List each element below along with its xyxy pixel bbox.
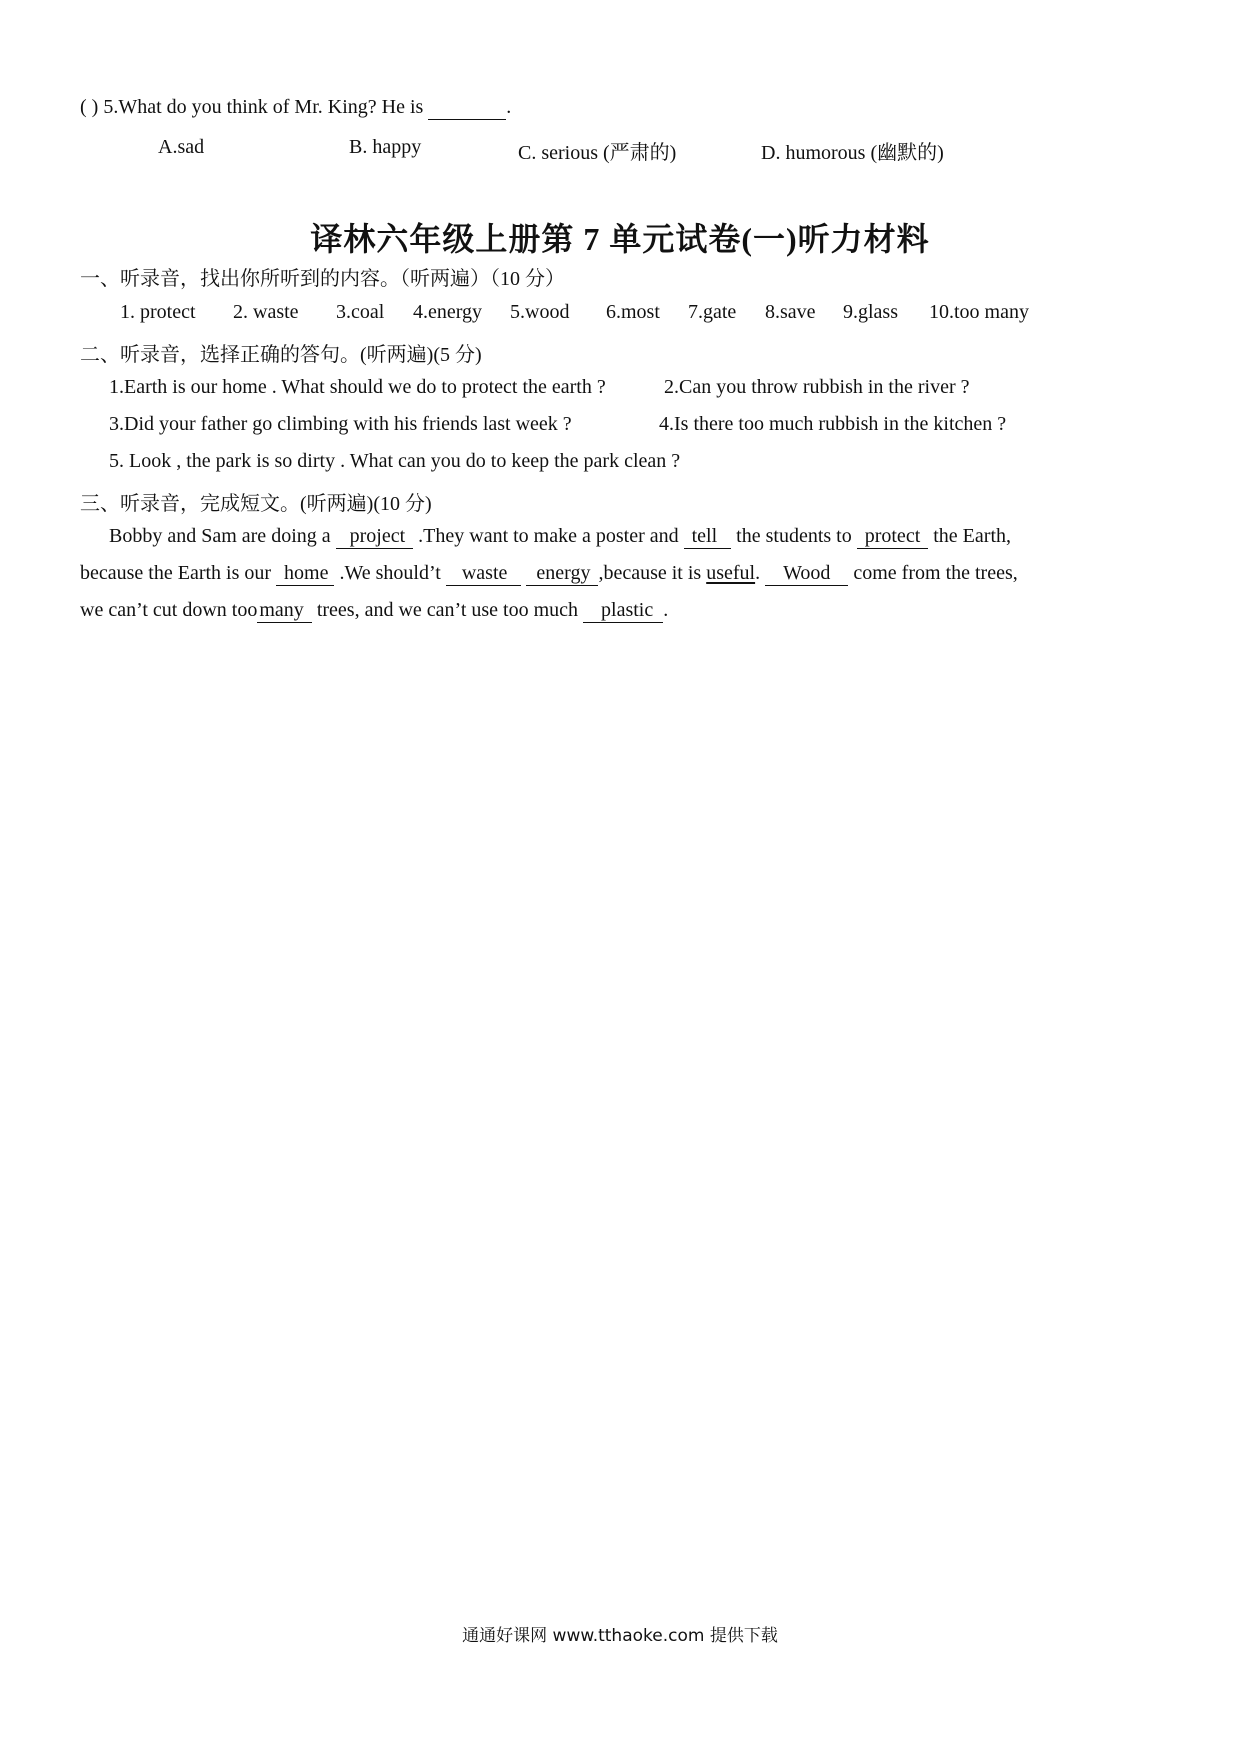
answer-blank: Wood <box>765 562 848 586</box>
answer-blank: waste <box>446 562 522 586</box>
question-5: ( ) 5.What do you think of Mr. King? He is . <box>80 96 512 118</box>
option-d: D. humorous (幽默的) <box>761 142 944 164</box>
option-b: B. happy <box>349 136 422 158</box>
section-3-heading: 三、听录音，完成短文。(听两遍)(10 分) <box>80 493 432 515</box>
option-c: C. serious (严肃的) <box>518 142 677 164</box>
answer-bracket: ( ) <box>80 96 99 118</box>
section-2-question-3: 3.Did your father go climbing with his friends last week ? <box>109 413 572 435</box>
passage-line-1: Bobby and Sam are doing a project .They want to make a poster and tell the students to protect the Earth, <box>109 525 1011 547</box>
section-2-heading: 二、听录音，选择正确的答句。(听两遍)(5 分) <box>80 344 482 366</box>
section-1-item: 10.too many <box>929 301 1029 323</box>
answer-blank <box>428 96 506 120</box>
section-1-item: 4.energy <box>413 301 483 323</box>
answer-blank: home <box>276 562 334 586</box>
answer-blank: energy <box>526 562 598 586</box>
section-2-question-1: 1.Earth is our home . What should we do to protect the earth ? <box>109 376 606 398</box>
answer-blank: plastic <box>583 599 663 623</box>
section-1-item: 7.gate <box>688 301 737 323</box>
answer-blank: tell <box>684 525 732 549</box>
answer-blank: many <box>257 599 311 623</box>
passage-line-2: because the Earth is our home .We should’t waste energy ,because it is useful. Wood come from the trees, <box>80 562 1018 584</box>
page-footer: 通通好课网 www.tthaoke.com 提供下载 <box>462 1626 778 1646</box>
section-1-item: 6.most <box>606 301 660 323</box>
option-a: A.sad <box>158 136 205 158</box>
answer-blank: project <box>336 525 414 549</box>
section-2-question-2: 2.Can you throw rubbish in the river ? <box>664 376 970 398</box>
section-1-item: 2. waste <box>233 301 299 323</box>
question-stem: 5.What do you think of Mr. King? He is <box>103 96 424 118</box>
page-title: 译林六年级上册第 7 单元试卷(一)听力材料 <box>310 221 930 257</box>
answer-word: useful <box>706 562 756 584</box>
section-1-item: 3.coal <box>336 301 385 323</box>
section-1-item: 8.save <box>765 301 816 323</box>
section-2-question-5: 5. Look , the park is so dirty . What can you do to keep the park clean ? <box>109 450 681 472</box>
section-1-item: 9.glass <box>843 301 898 323</box>
answer-blank: protect <box>857 525 929 549</box>
passage-line-3: we can’t cut down too many trees, and we can’t use too much plastic . <box>80 599 669 621</box>
section-2-question-4: 4.Is there too much rubbish in the kitchen ? <box>659 413 1007 435</box>
section-1-heading: 一、听录音，找出你所听到的内容。（听两遍）（10 分） <box>80 268 565 290</box>
section-1-item: 5.wood <box>510 301 570 323</box>
section-1-item: 1. protect <box>120 301 196 323</box>
